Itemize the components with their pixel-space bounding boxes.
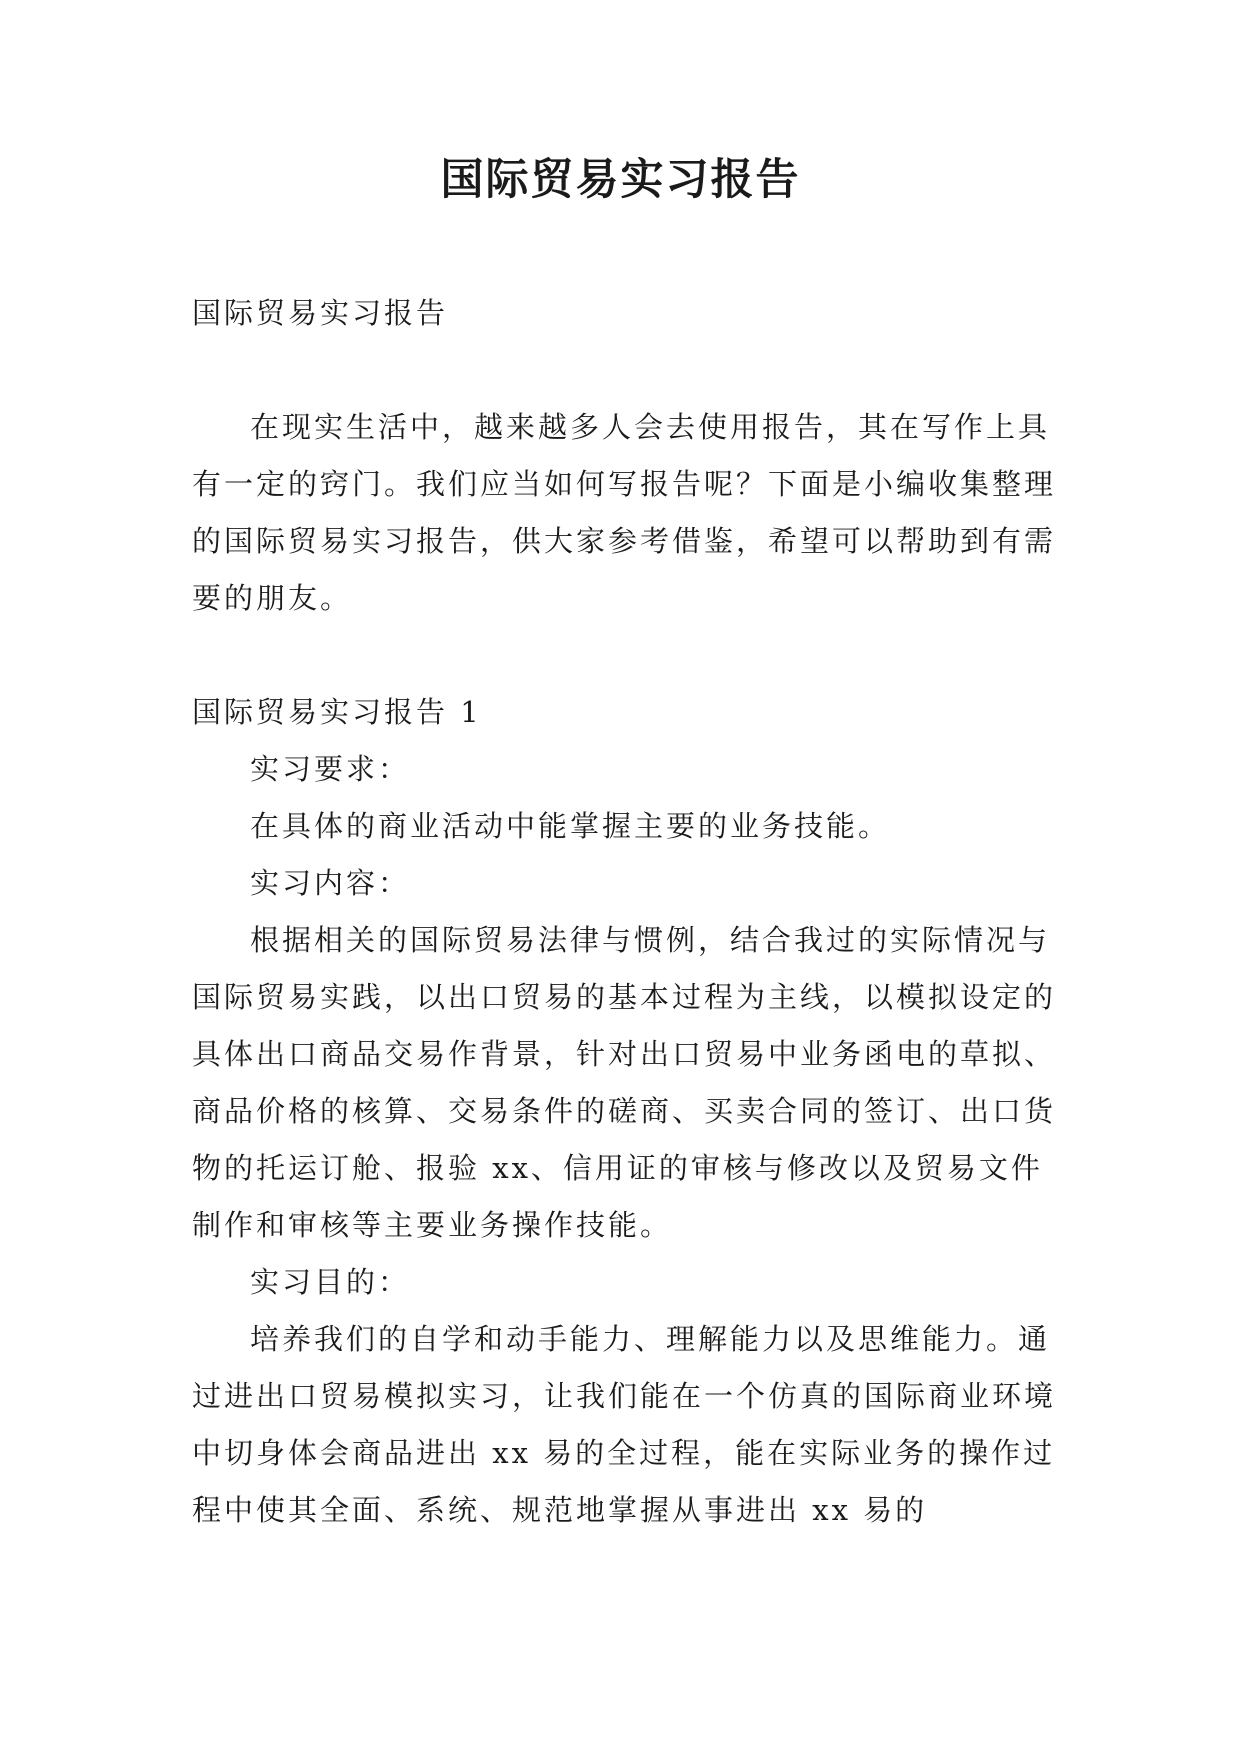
content-paragraph: 根据相关的国际贸易法律与惯例，结合我过的实际情况与国际贸易实践，以出口贸易的基本过程为主线，以模拟设定的具体出口商品交易作背景，针对出口贸易中业务函电的草拟、商品价格的核算、交易条件的磋商、买卖合同的签订、出口货物的托运订舱、报验 xx、信用证的审核与修改以及贸易文件制作和审核等主要业务操作技能。	[192, 923, 1057, 1242]
document-title: 国际贸易实习报告	[440, 155, 801, 205]
document-body	[192, 285, 1062, 1539]
purpose-label: 实习目的：	[250, 1265, 411, 1299]
content-label: 实习内容：	[250, 866, 411, 900]
intro-paragraph: 在现实生活中，越来越多人会去使用报告，其在写作上具有一定的窍门。我们应当如何写报告呢？下面是小编收集整理的国际贸易实习报告，供大家参考借鉴，希望可以帮助到有需要的朋友。	[192, 410, 1057, 615]
requirement-paragraph: 在具体的商业活动中能掌握主要的业务技能。	[250, 809, 891, 843]
section-heading: 国际贸易实习报告 1	[192, 695, 482, 729]
requirement-label: 实习要求：	[250, 752, 411, 786]
purpose-paragraph: 培养我们的自学和动手能力、理解能力以及思维能力。通过进出口贸易模拟实习，让我们能在一个仿真的国际商业环境中切身体会商品进出 xx 易的全过程，能在实际业务的操作过程中使其全面、系统、规范地掌握从事进出 xx 易的	[192, 1322, 1057, 1527]
document-subtitle: 国际贸易实习报告	[192, 296, 449, 330]
